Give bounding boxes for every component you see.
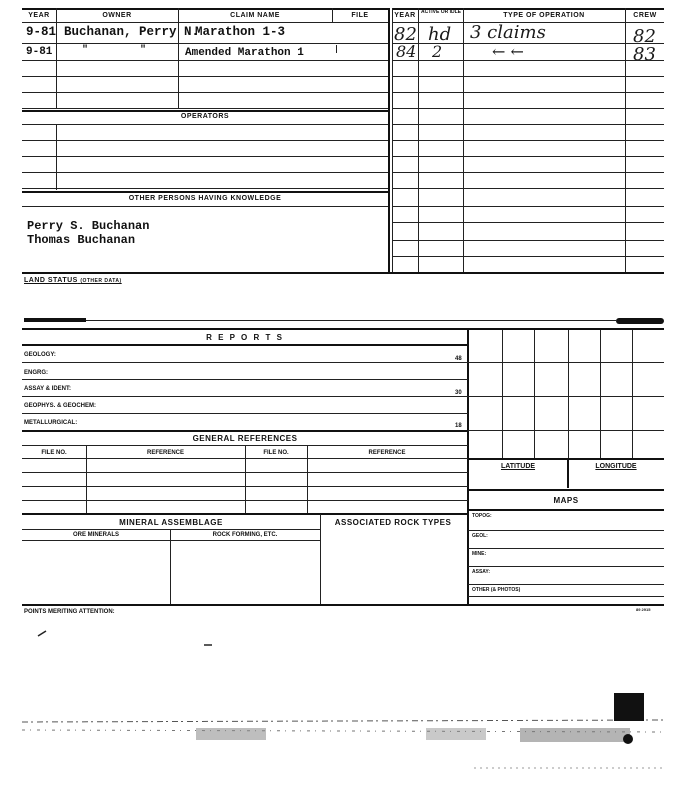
knowledge-name-1: Perry S. Buchanan xyxy=(27,219,150,233)
op-header-crew: CREW xyxy=(633,12,657,19)
gr-header-file-no: FILE NO. xyxy=(41,450,67,456)
knowledge-name-2: Thomas Buchanan xyxy=(27,233,136,247)
op-row-1-crew: 82 xyxy=(633,26,656,47)
claim-row-1-year: 9-81 xyxy=(26,25,57,39)
gr-header-file-no-2: FILE NO. xyxy=(263,450,289,456)
reports-assay-num: 30 xyxy=(455,390,462,396)
claim-row-1-owner: Buchanan, Perry N. xyxy=(64,25,200,39)
rock-forming-label: ROCK FORMING, ETC. xyxy=(212,532,278,538)
maps-mine: MINE: xyxy=(472,551,487,557)
maps-title: MAPS xyxy=(553,496,579,505)
claim-row-2-year: 9-81 xyxy=(26,46,53,58)
op-row-1-type: 3 claims xyxy=(470,22,546,43)
latitude-label: LATITUDE xyxy=(500,463,536,470)
op-header-type: TYPE OF OPERATION xyxy=(503,12,585,19)
general-references-title: GENERAL REFERENCES xyxy=(192,434,298,443)
header-owner: OWNER xyxy=(102,12,132,19)
longitude-label: LONGITUDE xyxy=(595,463,637,470)
reports-title: R E P O R T S xyxy=(206,333,284,342)
header-year: YEAR xyxy=(28,12,50,19)
land-status-sub: (OTHER DATA) xyxy=(80,278,122,284)
reports-assay-label: ASSAY & IDENT: xyxy=(24,386,72,392)
land-status-label: LAND STATUS xyxy=(24,277,78,284)
reports-engrg-label: ENGRG: xyxy=(24,370,48,376)
operators-title: OPERATORS xyxy=(180,113,230,120)
associated-rock-types: ASSOCIATED ROCK TYPES xyxy=(334,518,452,527)
op-row-2-crew: 83 xyxy=(633,44,656,65)
op-row-1-year: 82 xyxy=(394,24,417,45)
reports-metallurgical-num: 18 xyxy=(455,423,462,429)
knowledge-title: OTHER PERSONS HAVING KNOWLEDGE xyxy=(128,195,282,202)
ore-minerals-label: ORE MINERALS xyxy=(72,532,119,538)
op-row-2-type: ← ← xyxy=(492,42,524,61)
points-label: POINTS MERITING ATTENTION: xyxy=(24,609,115,615)
maps-other: OTHER (& PHOTOS) xyxy=(472,587,521,593)
reports-geology-label: GEOLOGY: xyxy=(24,352,56,358)
claim-row-2-owner-ditto: " xyxy=(140,45,147,56)
maps-assay: ASSAY: xyxy=(472,569,491,575)
claim-row-2-claim: Amended Marathon 1 xyxy=(185,47,304,59)
op-row-2-active: 2 xyxy=(432,42,443,61)
mineral-title: MINERAL ASSEMBLAGE xyxy=(119,518,223,527)
claim-row-1-claim: Marathon 1-3 xyxy=(195,25,286,39)
maps-topog: TOPOG: xyxy=(472,513,492,519)
header-claim-name: CLAIM NAME xyxy=(230,12,280,19)
reports-geophys-label: GEOPHYS. & GEOCHEM: xyxy=(24,403,97,409)
claim-row-2-owner: " xyxy=(82,45,89,56)
reports-geology-num: 48 xyxy=(455,356,462,362)
op-header-year: YEAR xyxy=(394,12,416,19)
gr-header-reference: REFERENCE xyxy=(146,450,184,456)
reports-metallurgical-label: METALLURGICAL: xyxy=(24,420,78,426)
form-number: 89 2915 xyxy=(636,607,651,612)
op-row-1-active: hd xyxy=(428,24,452,45)
gr-header-reference-2: REFERENCE xyxy=(368,450,406,456)
maps-geol: GEOL: xyxy=(472,533,488,539)
header-file: FILE xyxy=(351,12,369,19)
op-header-active: ACTIVE OR IDLE xyxy=(420,9,461,15)
op-row-2-year: 84 xyxy=(396,42,417,61)
